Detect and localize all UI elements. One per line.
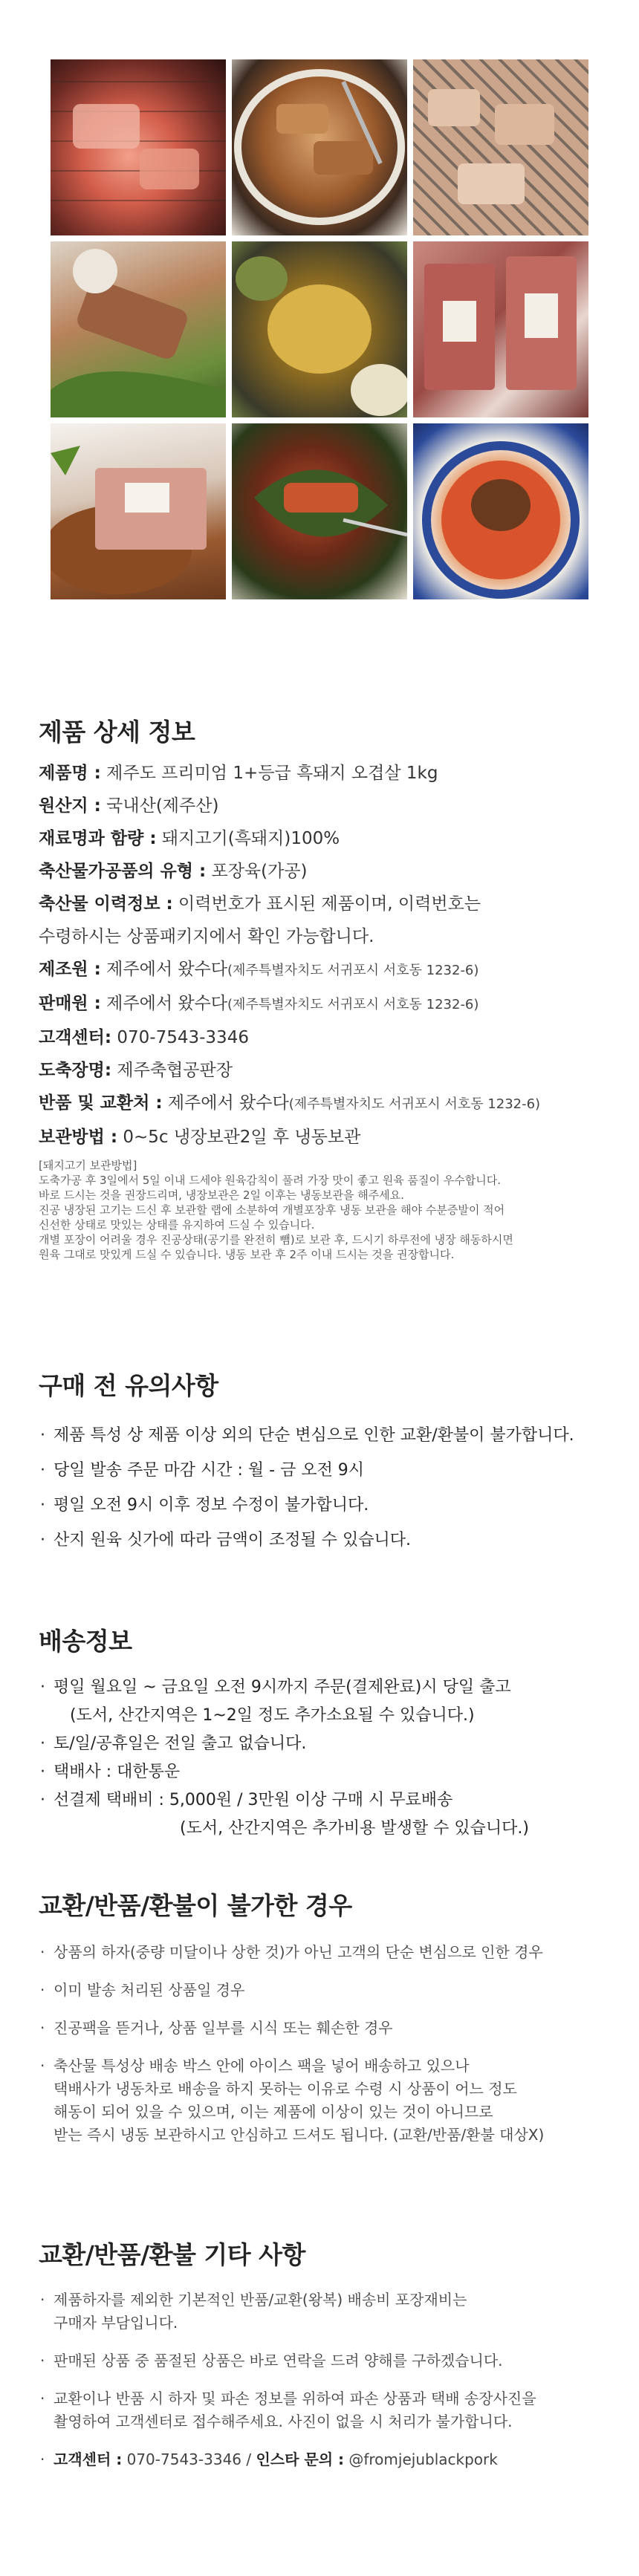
- list-item: [39, 2055, 611, 2147]
- shipping-section: [39, 1622, 611, 1843]
- list-item: · 당일 발송 주문 마감 시간 : 월 - 금 오전 9시: [39, 1453, 611, 1488]
- storage-note-line: 바로 드시는 것을 권장드리며, 냉장보관은 2일 이후는 냉동보관을 해주세요.: [39, 1188, 404, 1202]
- spec-address: (제주특별자치도 서귀포시 서호동 1232-6): [227, 997, 479, 1012]
- spec-row-seller: [39, 987, 611, 1021]
- storage-note-heading: [돼지고기 보관방법]: [39, 1159, 137, 1172]
- spec-row-name: [39, 757, 611, 790]
- photo-pork-wrapped-in-leaf: [232, 423, 407, 599]
- photo-cooked-pork-on-plate: [232, 59, 407, 235]
- storage-note-line: 원육 그대로 맛있게 드실 수 있습니다. 냉동 보관 후 2주 이내 드시는 것을 권장합니다.: [39, 1248, 455, 1261]
- list-item: · 토/일/공휴일은 전일 출고 없습니다.: [39, 1730, 611, 1758]
- photo-grilled-pork-on-grill: [51, 59, 226, 235]
- spec-label: 고객센터:: [39, 1028, 112, 1047]
- spec-address: (제주특별자치도 서귀포시 서호동 1232-6): [227, 963, 479, 978]
- list-item: · 제품 특성 상 제품 이상 외의 단순 변심으로 인한 교환/환불이 불가합니다.: [39, 1418, 611, 1453]
- list-item: [39, 2017, 611, 2040]
- photo-packaged-pork-with-labels: [413, 241, 588, 417]
- contact-line: [39, 2448, 611, 2471]
- insta-handle: @fromjejublackpork: [344, 2450, 498, 2468]
- list-item: [39, 1674, 611, 1730]
- spec-value: 0~5c 냉장보관2일 후 냉동보관: [117, 1128, 361, 1147]
- list-item: [39, 2349, 611, 2372]
- other-list: [39, 2289, 611, 2471]
- spec-value: 제주도 프리미엄 1+등급 흑돼지 오겹살 1kg: [100, 764, 438, 783]
- list-item-text: · 교환이나 반품 시 하자 및 파손 정보를 위하여 파손 상품과 택배 송장사진을: [53, 2390, 536, 2407]
- spec-value: 제주축협공판장: [111, 1061, 233, 1080]
- no-refund-section: [39, 1887, 611, 2162]
- spec-label: 제품명 :: [39, 764, 101, 783]
- spec-value: 제주에서 왔수다: [162, 1093, 289, 1113]
- product-detail-section: [39, 713, 611, 1262]
- list-item: · 평일 오전 9시 이후 정보 수정이 불가합니다.: [39, 1488, 611, 1523]
- photo-grid: [51, 59, 588, 599]
- spec-row-traceability-cont: [39, 920, 611, 953]
- precautions-section: [39, 1367, 611, 1558]
- no-refund-list: [39, 1941, 611, 2147]
- list-item-text: · 상품의 하자(중량 미달이나 상한 것)가 아닌 고객의 단순 변심으로 인한 경우: [53, 1943, 543, 1961]
- spec-row-return-address: [39, 1087, 611, 1121]
- photo-pork-on-grill-grate: [413, 59, 588, 235]
- list-item-text: 받는 즉시 냉동 보관하시고 안심하고 드셔도 됩니다. (교환/반품/환불 대상X): [53, 2126, 545, 2144]
- section-title: 제품 상세 정보: [39, 718, 195, 747]
- spec-row-origin: [39, 790, 611, 822]
- spec-label: 판매원 :: [39, 994, 101, 1013]
- photo-meal-spread: [232, 241, 407, 417]
- precautions-list: [39, 1418, 611, 1558]
- other-section: [39, 2236, 611, 2486]
- list-item-text: 택배사가 냉동차로 배송을 하지 못하는 이유로 수령 시 상품이 어느 정도: [53, 2080, 517, 2098]
- spec-list: [39, 757, 611, 1154]
- shipping-cutoff-note: (도서, 산간지역은 1~2일 정도 추가소요될 수 있습니다.): [70, 1706, 475, 1725]
- insta-label: 인스타 문의 :: [256, 2450, 344, 2468]
- list-item-text: 구매자 부담입니다.: [53, 2314, 178, 2332]
- list-item-text: 촬영하여 고객센터로 접수해주세요. 사진이 없을 시 처리가 불가합니다.: [53, 2413, 513, 2430]
- spec-label: 축산물 이력정보 :: [39, 894, 173, 914]
- list-item: [39, 2387, 611, 2433]
- section-title: 배송정보: [39, 1627, 132, 1656]
- shipping-cutoff: · 평일 월요일 ~ 금요일 오전 9시까지 주문(결제완료)시 당일 출고: [53, 1678, 511, 1697]
- list-item-text: · 축산물 특성상 배송 박스 안에 아이스 팩을 넣어 배송하고 있으나: [53, 2057, 470, 2075]
- list-item-text: · 진공팩을 뜯거나, 상품 일부를 시식 또는 훼손한 경우: [53, 2019, 393, 2037]
- photo-pork-with-kimchi-sauce: [413, 423, 588, 599]
- spec-row-customer-center: [39, 1021, 611, 1054]
- spec-row-ingredients: [39, 822, 611, 855]
- spec-label: 반품 및 교환처 :: [39, 1093, 163, 1113]
- spec-value: 포장육(가공): [206, 862, 308, 881]
- spec-label: 축산물가공품의 유형 :: [39, 862, 207, 881]
- shipping-fee: · 선결제 택배비 : 5,000원 / 3만원 이상 구매 시 무료배송: [53, 1791, 453, 1809]
- photo-packaged-pork-on-board: [51, 423, 226, 599]
- list-item: · 택배사 : 대한통운: [39, 1758, 611, 1786]
- spec-address: (제주특별자치도 서귀포시 서호동 1232-6): [288, 1096, 541, 1112]
- contact-label: 고객센터 :: [53, 2450, 123, 2468]
- storage-note-line: 도축가공 후 3일에서 5일 이내 드세야 원육감칙이 풀려 가장 맛이 좋고 원육 품질이 우수합니다.: [39, 1174, 501, 1187]
- list-item-text: · 이미 발송 처리된 상품일 경우: [53, 1981, 245, 1999]
- storage-note-line: 신선한 상태로 맛있는 상태를 유지하여 드실 수 있습니다.: [39, 1218, 315, 1232]
- list-item-text: · 판매된 상품 중 품절된 상품은 바로 연락을 드려 양해를 구하겠습니다.: [53, 2352, 503, 2370]
- spec-label: 제조원 :: [39, 960, 101, 979]
- list-item: [39, 1786, 611, 1843]
- list-item-text: 해동이 되어 있을 수 있으며, 이는 제품에 이상이 있는 것이 아니므로: [53, 2103, 493, 2121]
- spec-row-slaughterhouse: [39, 1054, 611, 1087]
- spec-label: 도축장명:: [39, 1061, 112, 1080]
- storage-note-line: 진공 냉장된 고기는 드신 후 보관할 랩에 소분하여 개별포장후 냉동 보관을 해야 수분증발이 적어: [39, 1203, 505, 1217]
- spec-value: 070-7543-3346: [111, 1028, 249, 1047]
- spec-row-traceability: [39, 888, 611, 920]
- spec-value: 수령하시는 상품패키지에서 확인 가능합니다.: [39, 927, 374, 946]
- contact-phone: 070-7543-3346 /: [122, 2450, 256, 2468]
- section-title: 교환/반품/환불이 불가한 경우: [39, 1891, 352, 1920]
- spec-row-storage: [39, 1121, 611, 1154]
- list-item: · 산지 원육 싯가에 따라 금액이 조정될 수 있습니다.: [39, 1523, 611, 1558]
- section-title: 교환/반품/환불 기타 사항: [39, 2240, 305, 2269]
- list-item: [39, 2289, 611, 2335]
- list-item: [39, 1979, 611, 2002]
- photo-grilled-pork-with-vegetables: [51, 241, 226, 417]
- shipping-list: [39, 1674, 611, 1843]
- spec-label: 보관방법 :: [39, 1128, 118, 1147]
- spec-label: 재료명과 함량 :: [39, 829, 157, 848]
- storage-note-line: 개별 포장이 어려울 경우 진공상태(공기를 완전히 뺌)로 보관 후, 드시기 하루전에 냉장 해동하시면: [39, 1233, 513, 1246]
- spec-label: 원산지 :: [39, 796, 101, 816]
- storage-note: [39, 1158, 611, 1262]
- section-title: 구매 전 유의사항: [39, 1371, 218, 1400]
- spec-value: 돼지고기(흑돼지)100%: [156, 829, 340, 848]
- list-item-text: · 제품하자를 제외한 기본적인 반품/교환(왕복) 배송비 포장재비는: [53, 2291, 467, 2309]
- list-item: [39, 1941, 611, 1964]
- spec-value: 국내산(제주산): [100, 796, 219, 816]
- spec-row-manufacturer: [39, 953, 611, 987]
- spec-value: 제주에서 왔수다: [100, 994, 228, 1013]
- spec-value: 이력번호가 표시된 제품이며, 이력번호는: [172, 894, 481, 914]
- spec-value: 제주에서 왔수다: [100, 960, 228, 979]
- shipping-fee-note: (도서, 산간지역은 추가비용 발생할 수 있습니다.): [180, 1819, 529, 1838]
- spec-row-type: [39, 855, 611, 888]
